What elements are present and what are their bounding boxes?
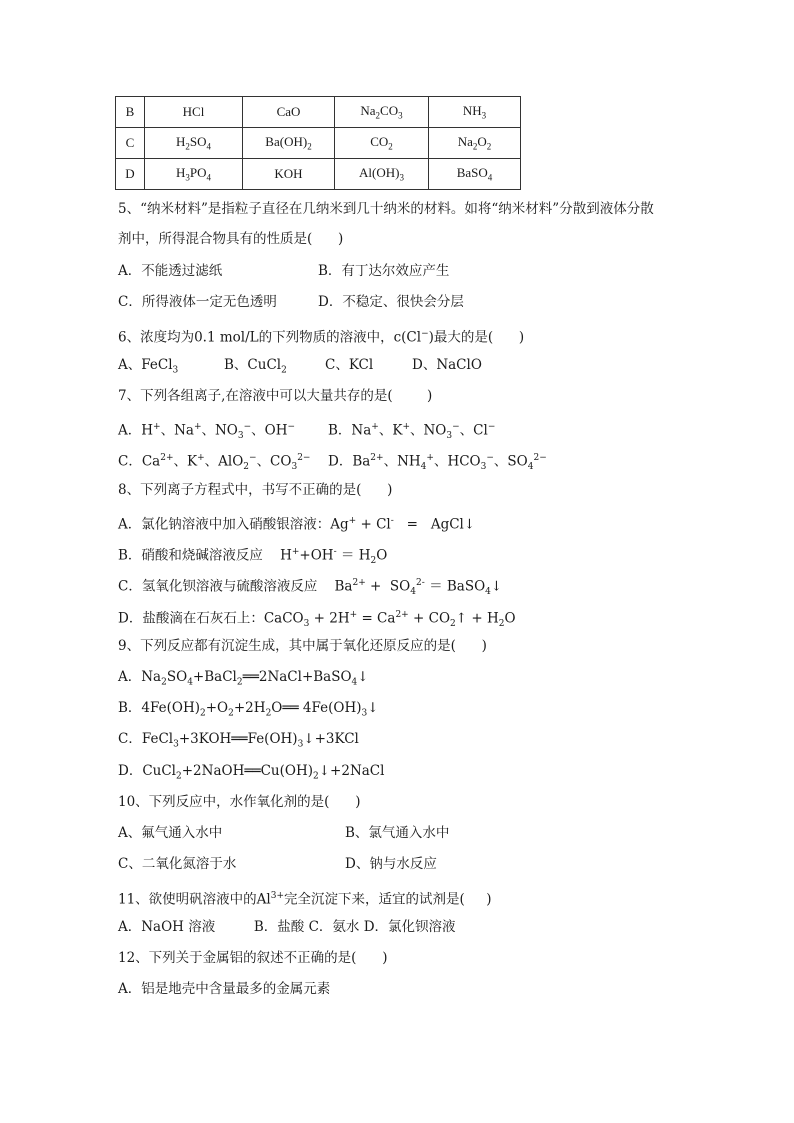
option-q10-D: D、钠与水反应 xyxy=(345,856,437,872)
question-line-q5b: 剂中，所得混合物具有的性质是( ) xyxy=(118,231,344,247)
question-line-q6: 6、浓度均为0.1 mol/L的下列物质的溶液中，c(Cl−)最大的是( ) xyxy=(118,329,525,346)
table-cell: $Ba(OH)_2$ xyxy=(243,128,335,159)
option-q7-A: A．H+、Na+、$NO_3^-$、OH− xyxy=(118,422,296,442)
option-q7-C: C．$Ca^{2+}$、K+、AlO$_2$−、$CO_3^{2-}$ xyxy=(118,453,311,473)
question-line-q12a: A．铝是地壳中含量最多的金属元素 xyxy=(118,981,331,997)
table-cell: $H_3PO_4$ xyxy=(145,159,243,190)
option-q7-D: D．$Ba^{2+}$、$NH_4^+$、$HCO_3^-$、$SO_4^{2-}$ xyxy=(328,453,547,473)
row-label: D xyxy=(116,159,145,190)
table-cell: $CO_2$ xyxy=(335,128,429,159)
option-q6-A: A、FeCl$_3$ xyxy=(118,357,179,376)
compound-table xyxy=(115,96,521,190)
option-q5-A: A．不能透过滤纸 xyxy=(118,263,223,279)
row-label: B xyxy=(116,97,145,128)
question-line-q9: 9、下列反应都有沉淀生成，其中属于氧化还原反应的是( ) xyxy=(118,638,487,654)
option-q7-B: B．Na+、K+、$NO_3^-$、Cl− xyxy=(328,422,496,442)
option-q5-C: C．所得液体一定无色透明 xyxy=(118,294,277,310)
option-q6-B: B、CuCl$_2$ xyxy=(224,357,287,376)
question-line-q9d: D．$CuCl_2+2NaOH══Cu(OH)_2↓+2NaCl$ xyxy=(118,763,385,782)
table-cell: $Na_2CO_3$ xyxy=(335,97,429,128)
option-q5-D: D．不稳定、很快会分层 xyxy=(318,294,464,310)
table-cell: $NH_3$ xyxy=(429,97,521,128)
question-line-q9c: C．$FeCl_3+3KOH══Fe(OH)_3↓+3KCl$ xyxy=(118,731,359,750)
table-row xyxy=(116,97,521,128)
table-cell: HCl xyxy=(145,97,243,128)
option-q10-C: C、二氧化氮溶于水 xyxy=(118,856,237,872)
question-line-q8b: B．硝酸和烧碱溶液反应 $H^++OH^- = H_2O$ xyxy=(118,547,388,567)
table-cell: $Na_2O_2$ xyxy=(429,128,521,159)
table-cell: CaO xyxy=(243,97,335,128)
table-row xyxy=(116,128,521,159)
option-q10-B: B、氯气通入水中 xyxy=(345,825,450,841)
question-line-q12: 12、下列关于金属铝的叙述不正确的是( ) xyxy=(118,950,388,966)
question-line-q9b: B．$4Fe(OH)_2+O_2+2H_2O══$ $4Fe(OH)_3↓$ xyxy=(118,700,379,719)
table-cell: $H_2SO_4$ xyxy=(145,128,243,159)
table-cell: $Al(OH)_3$ xyxy=(335,159,429,190)
question-line-q8a: A．氯化钠溶液中加入硝酸银溶液：Ag+ + Cl- = AgCl↓ xyxy=(118,516,476,533)
question-line-q8c: C．氢氧化钡溶液与硫酸溶液反应 $Ba^{2+} + SO_4^{2-}$ ＝ BaSO$_4$↓ xyxy=(118,578,503,598)
option-q6-C: C、KCl xyxy=(325,357,374,373)
question-line-q11o: A．NaOH 溶液 B．盐酸 C．氨水 D．氯化钡溶液 xyxy=(118,919,456,935)
option-q10-A: A、氟气通入水中 xyxy=(118,825,223,841)
question-line-q9a: A．$Na_2SO_4+BaCl_2══2NaCl+BaSO_4↓$ xyxy=(118,669,369,688)
table-cell: KOH xyxy=(243,159,335,190)
question-line-q8: 8、下列离子方程式中，书写不正确的是( ) xyxy=(118,482,393,498)
question-line-q5a: 5、“纳米材料”是指粒子直径在几纳米到几十纳米的材料。如将“纳米材料”分散到液体分散 xyxy=(118,201,654,217)
table-row xyxy=(116,159,521,190)
table-cell: BaSO$_4$ xyxy=(429,159,521,190)
option-q5-B: B．有丁达尔效应产生 xyxy=(318,263,450,279)
option-q6-D: D、NaClO xyxy=(412,357,482,373)
question-line-q11: 11、欲使明矾溶液中的$Al^{3+}$完全沉淀下来，适宜的试剂是( ) xyxy=(118,891,492,908)
row-label: C xyxy=(116,128,145,159)
question-line-q7: 7、下列各组离子,在溶液中可以大量共存的是( ) xyxy=(118,388,433,404)
question-line-q10: 10、下列反应中，水作氧化剂的是( ) xyxy=(118,794,361,810)
question-line-q8d: D．盐酸滴在石灰石上：CaCO$_3$ + $2H^+ = Ca^{2+}$ + $CO_2↑ + H_2O$ xyxy=(118,610,516,630)
